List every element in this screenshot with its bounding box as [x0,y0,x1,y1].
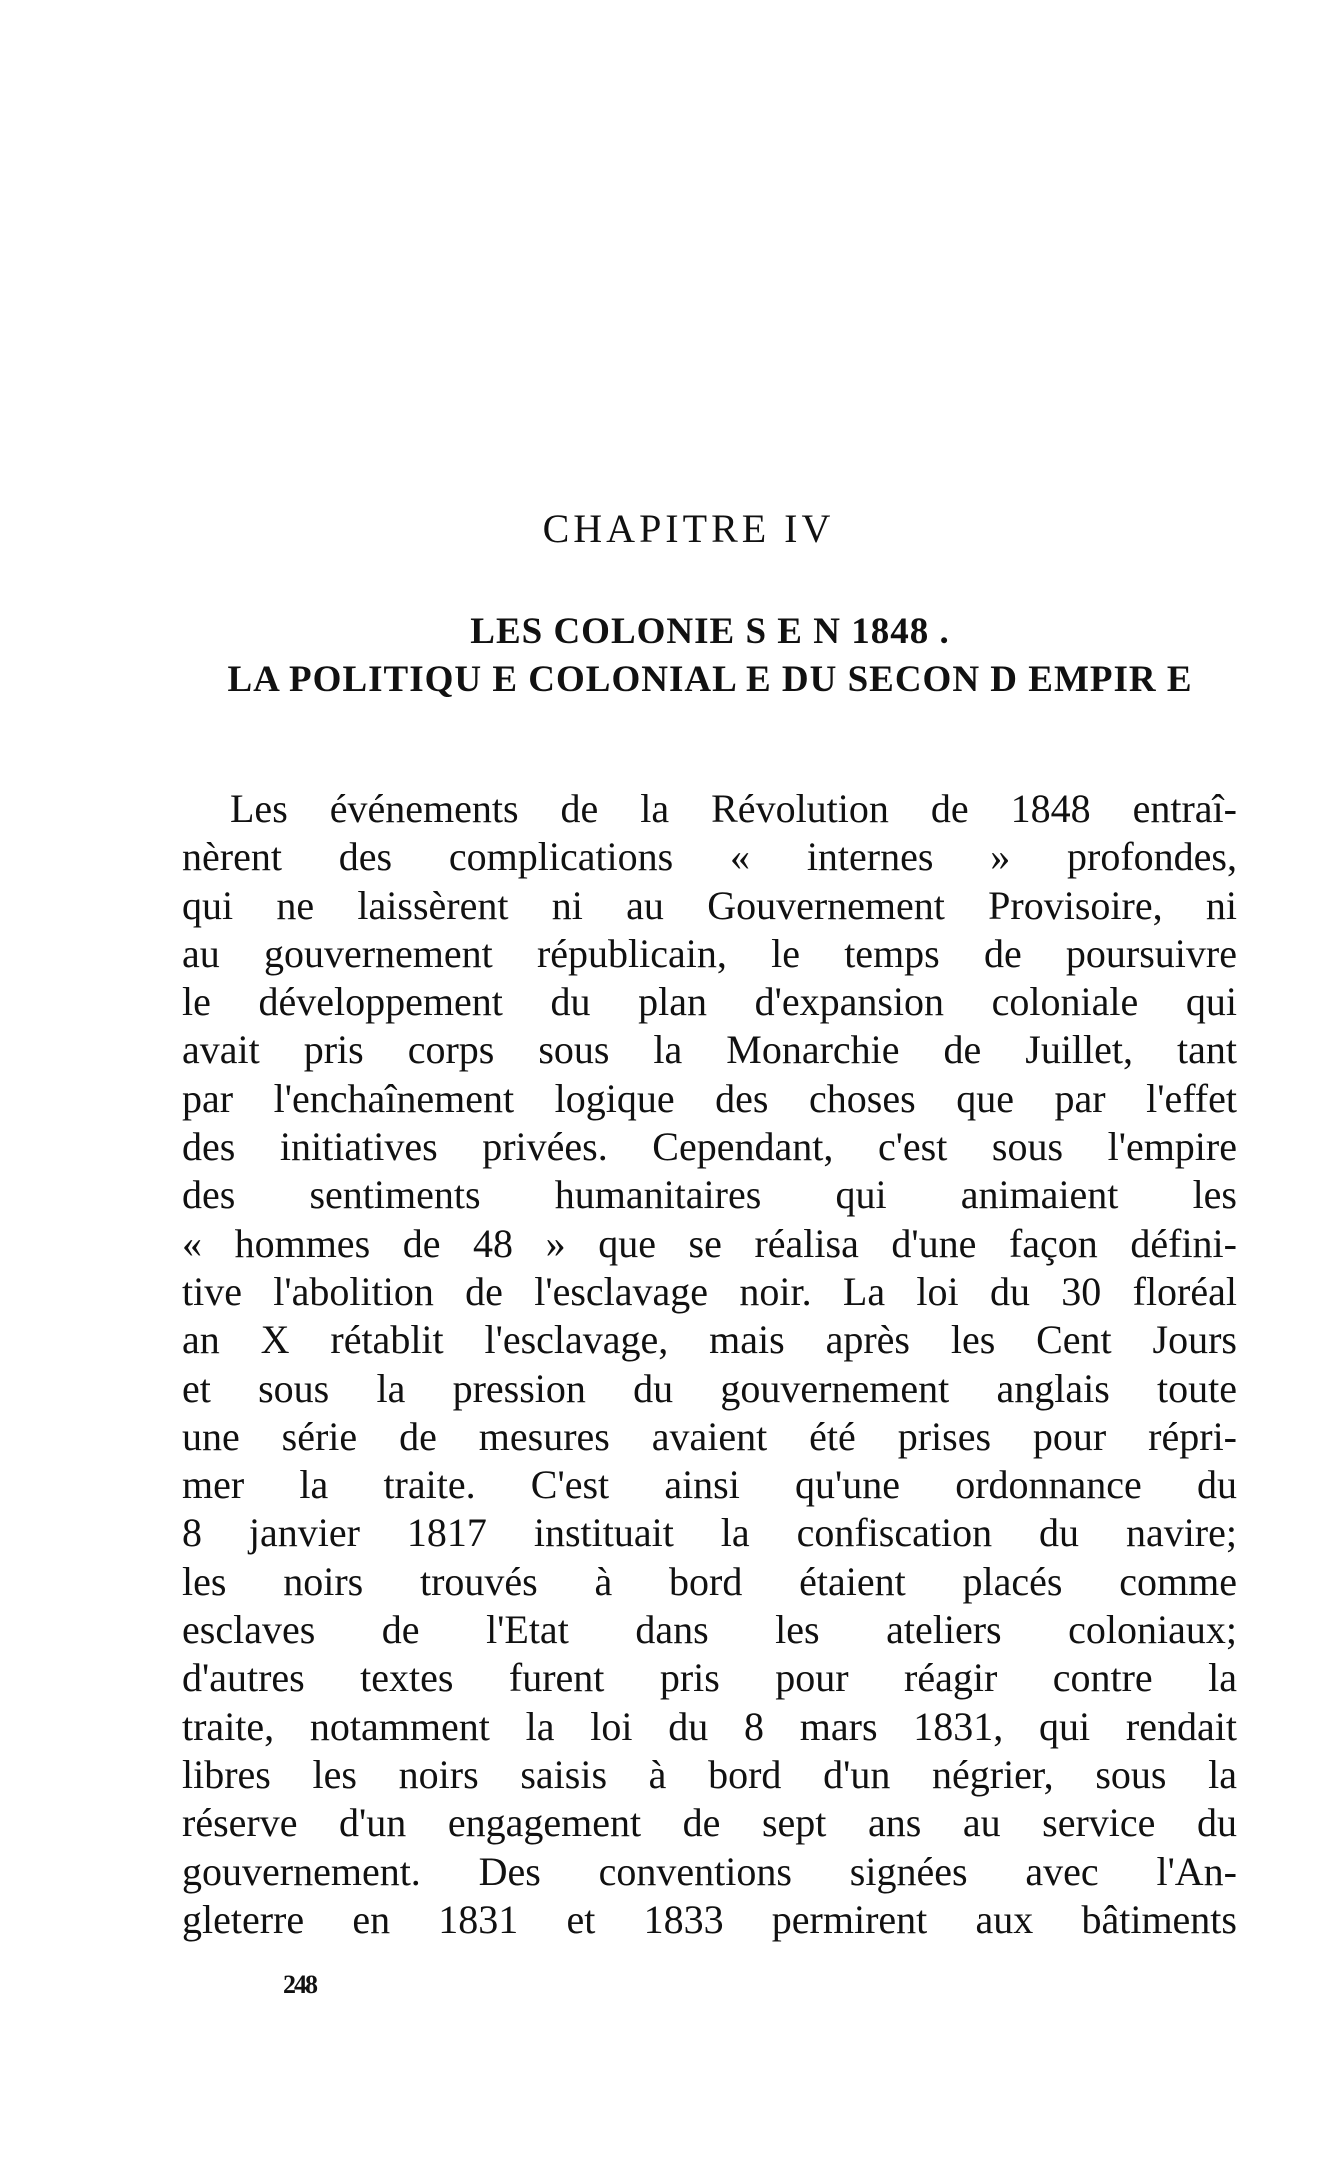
text-line: gouvernement. Des conventions signées avec l'An- [182,1848,1237,1894]
text-line: des initiatives privées. Cependant, c'est sous l'empire [182,1124,1237,1170]
page-number: 248 [283,1970,316,1999]
text-line: Les événements de la Révolution de 1848 entraî- [230,786,1237,831]
text-line: mer la traite. C'est ainsi qu'une ordonnance du [182,1462,1237,1508]
text-line: 8 janvier 1817 instituait la confiscation du navire; [182,1510,1237,1556]
text-line: le développement du plan d'expansion coloniale qui [182,979,1237,1025]
text-line: une série de mesures avaient été prises pour répri- [182,1413,1237,1459]
text-line: « hommes de 48 » que se réalisa d'une façon défini- [182,1220,1237,1266]
text-line: libres les noirs saisis à bord d'un négrier, sous la [182,1751,1237,1797]
body-paragraph [182,785,1237,1944]
text-line: réserve d'un engagement de sept ans au service du [182,1800,1237,1846]
chapter-number: CHAPITRE IV [542,506,835,551]
text-line: gleterre en 1831 et 1833 permirent aux bâtiments [182,1896,1237,1942]
text-line: et sous la pression du gouvernement anglais toute [182,1365,1237,1411]
text-line: an X rétablit l'esclavage, mais après les Cent Jours [182,1317,1237,1363]
text-line: avait pris corps sous la Monarchie de Juillet, tant [182,1027,1237,1073]
chapter-title-line-1: LES COLONIE S E N 1848 . [470,611,950,652]
text-line: nèrent des complications « internes » profondes, [182,834,1237,880]
text-line: tive l'abolition de l'esclavage noir. La loi du 30 floréal [182,1268,1237,1314]
text-line: des sentiments humanitaires qui animaient les [182,1172,1237,1218]
text-line: esclaves de l'Etat dans les ateliers coloniaux; [182,1607,1237,1653]
chapter-title-line-2: LA POLITIQU E COLONIAL E DU SECON D EMPIR E [227,659,1193,700]
text-line: d'autres textes furent pris pour réagir contre la [182,1655,1237,1701]
text-line: les noirs trouvés à bord étaient placés comme [182,1558,1237,1604]
chapter-title [180,608,1240,704]
text-line: traite, notamment la loi du 8 mars 1831, qui rendait [182,1703,1237,1749]
text-line: au gouvernement républicain, le temps de poursuivre [182,930,1237,976]
text-line: par l'enchaînement logique des choses que par l'effet [182,1075,1237,1121]
text-line: qui ne laissèrent ni au Gouvernement Provisoire, ni [182,882,1237,928]
